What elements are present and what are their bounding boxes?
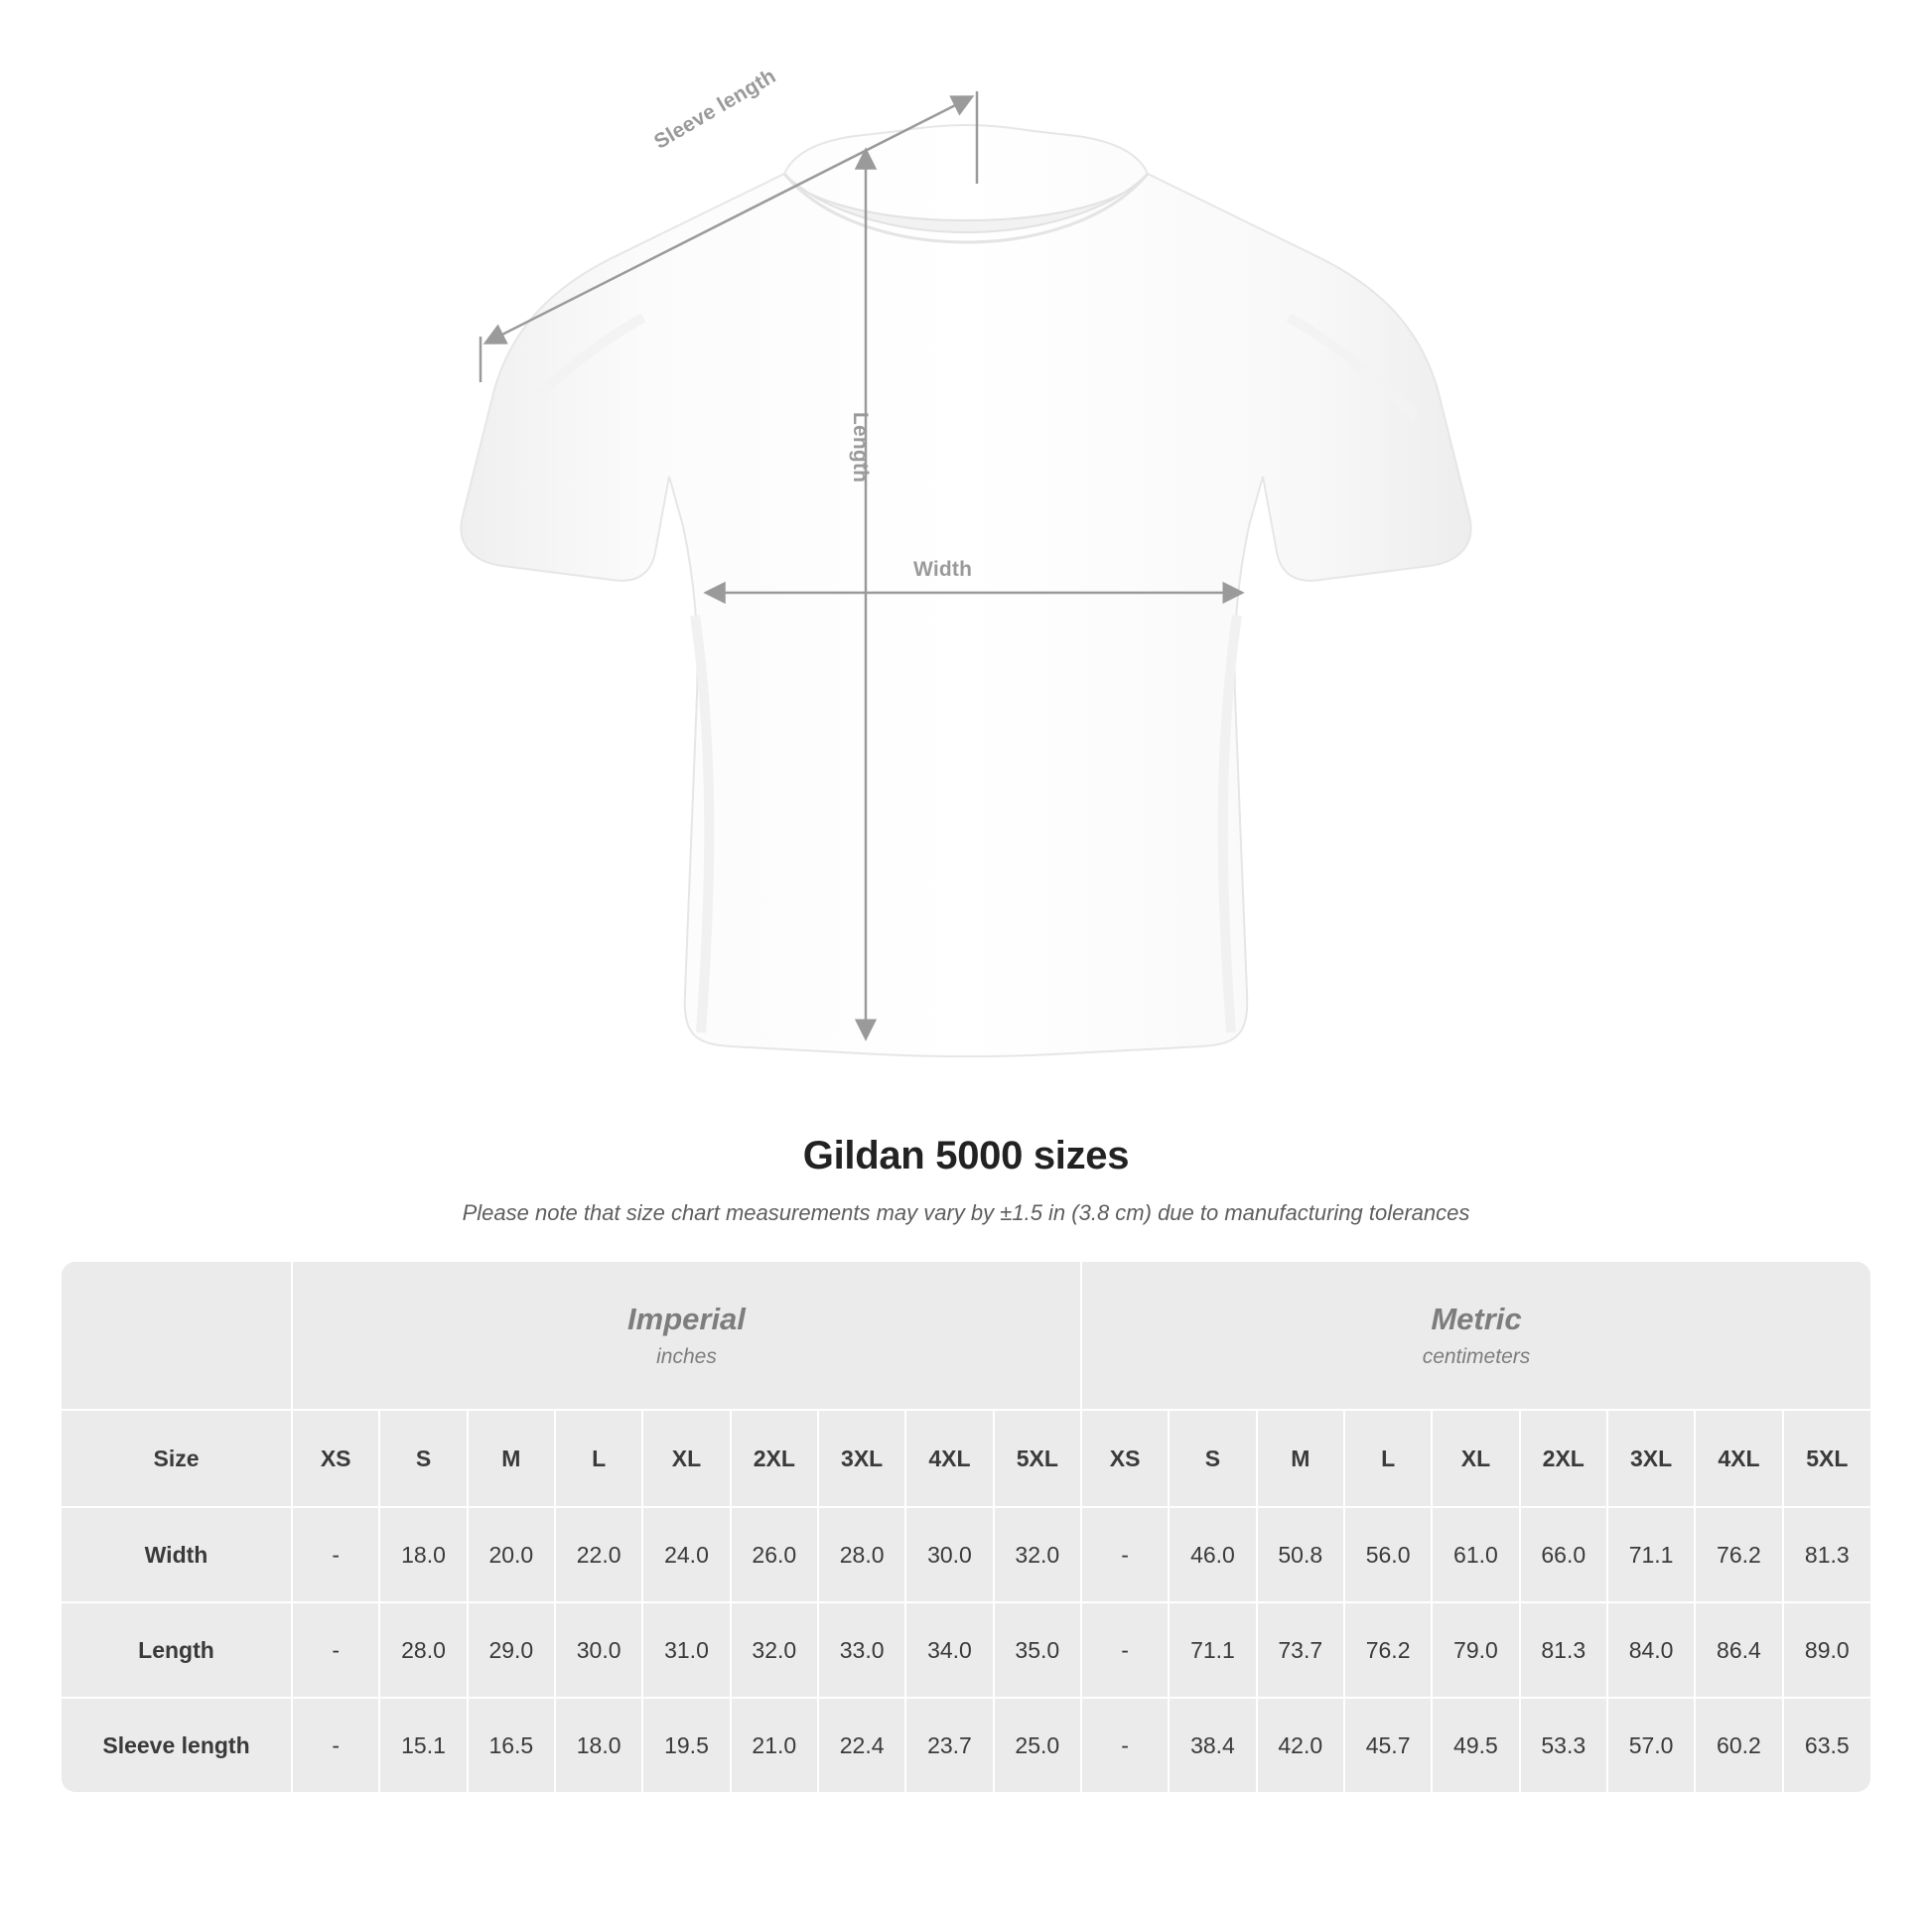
size-header-cell: Size <box>62 1410 292 1507</box>
unit-imperial-name: Imperial <box>627 1302 746 1336</box>
cell-width-6: 28.0 <box>818 1507 905 1602</box>
cell-width-8: 32.0 <box>994 1507 1081 1602</box>
cell-length-6: 33.0 <box>818 1602 905 1698</box>
cell-sleeve-2: 16.5 <box>468 1698 555 1792</box>
cell-length-16: 86.4 <box>1695 1602 1782 1698</box>
size-col-4xl-metric: 4XL <box>1695 1410 1782 1507</box>
cell-sleeve-0: - <box>292 1698 379 1792</box>
cell-width-2: 20.0 <box>468 1507 555 1602</box>
cell-width-9: - <box>1081 1507 1169 1602</box>
size-col-xs-metric: XS <box>1081 1410 1169 1507</box>
cell-length-12: 76.2 <box>1344 1602 1432 1698</box>
cell-length-1: 28.0 <box>379 1602 467 1698</box>
title-block <box>0 1134 1932 1226</box>
cell-sleeve-9: - <box>1081 1698 1169 1792</box>
cell-width-12: 56.0 <box>1344 1507 1432 1602</box>
cell-sleeve-3: 18.0 <box>555 1698 642 1792</box>
cell-length-4: 31.0 <box>642 1602 730 1698</box>
cell-sleeve-11: 42.0 <box>1257 1698 1344 1792</box>
cell-length-15: 84.0 <box>1607 1602 1695 1698</box>
cell-sleeve-7: 23.7 <box>905 1698 993 1792</box>
cell-sleeve-17: 63.5 <box>1783 1698 1870 1792</box>
cell-sleeve-6: 22.4 <box>818 1698 905 1792</box>
cell-sleeve-5: 21.0 <box>731 1698 818 1792</box>
unit-header-row <box>62 1262 1870 1410</box>
row-label-width: Width <box>62 1507 292 1602</box>
cell-length-0: - <box>292 1602 379 1698</box>
cell-width-13: 61.0 <box>1432 1507 1519 1602</box>
cell-sleeve-15: 57.0 <box>1607 1698 1695 1792</box>
size-col-xs-imperial: XS <box>292 1410 379 1507</box>
size-col-xl-metric: XL <box>1432 1410 1519 1507</box>
cell-length-13: 79.0 <box>1432 1602 1519 1698</box>
size-header-row <box>62 1410 1870 1507</box>
cell-width-1: 18.0 <box>379 1507 467 1602</box>
cell-width-10: 46.0 <box>1169 1507 1256 1602</box>
cell-width-15: 71.1 <box>1607 1507 1695 1602</box>
size-col-4xl-imperial: 4XL <box>905 1410 993 1507</box>
size-col-2xl-metric: 2XL <box>1520 1410 1607 1507</box>
cell-width-4: 24.0 <box>642 1507 730 1602</box>
size-col-s-metric: S <box>1169 1410 1256 1507</box>
size-col-5xl-metric: 5XL <box>1783 1410 1870 1507</box>
cell-width-3: 22.0 <box>555 1507 642 1602</box>
table-row <box>62 1602 1870 1698</box>
cell-length-14: 81.3 <box>1520 1602 1607 1698</box>
cell-length-5: 32.0 <box>731 1602 818 1698</box>
unit-header-spacer <box>62 1262 292 1410</box>
page-title: Gildan 5000 sizes <box>802 1134 1130 1177</box>
cell-sleeve-16: 60.2 <box>1695 1698 1782 1792</box>
size-col-2xl-imperial: 2XL <box>731 1410 818 1507</box>
table-row <box>62 1698 1870 1792</box>
size-table-container <box>62 1262 1870 1792</box>
cell-width-11: 50.8 <box>1257 1507 1344 1602</box>
size-col-3xl-imperial: 3XL <box>818 1410 905 1507</box>
cell-sleeve-4: 19.5 <box>642 1698 730 1792</box>
size-col-s-imperial: S <box>379 1410 467 1507</box>
cell-sleeve-12: 45.7 <box>1344 1698 1432 1792</box>
cell-length-3: 30.0 <box>555 1602 642 1698</box>
size-col-m-metric: M <box>1257 1410 1344 1507</box>
size-col-xl-imperial: XL <box>642 1410 730 1507</box>
cell-length-8: 35.0 <box>994 1602 1081 1698</box>
unit-group-imperial <box>292 1262 1081 1410</box>
length-label: Length <box>849 412 872 483</box>
row-label-length: Length <box>62 1602 292 1698</box>
cell-width-17: 81.3 <box>1783 1507 1870 1602</box>
cell-length-2: 29.0 <box>468 1602 555 1698</box>
cell-sleeve-14: 53.3 <box>1520 1698 1607 1792</box>
width-label: Width <box>913 558 973 581</box>
cell-length-9: - <box>1081 1602 1169 1698</box>
cell-sleeve-10: 38.4 <box>1169 1698 1256 1792</box>
unit-imperial-sub: inches <box>656 1345 717 1368</box>
cell-sleeve-1: 15.1 <box>379 1698 467 1792</box>
unit-metric-sub: centimeters <box>1422 1345 1531 1368</box>
size-col-l-imperial: L <box>555 1410 642 1507</box>
size-col-m-imperial: M <box>468 1410 555 1507</box>
row-label-sleeve-length: Sleeve length <box>62 1698 292 1792</box>
cell-width-14: 66.0 <box>1520 1507 1607 1602</box>
cell-sleeve-13: 49.5 <box>1432 1698 1519 1792</box>
cell-length-17: 89.0 <box>1783 1602 1870 1698</box>
cell-length-7: 34.0 <box>905 1602 993 1698</box>
size-col-5xl-imperial: 5XL <box>994 1410 1081 1507</box>
cell-width-7: 30.0 <box>905 1507 993 1602</box>
sleeve-length-label: Sleeve length <box>650 64 780 154</box>
tolerance-note: Please note that size chart measurements may vary by ±1.5 in (3.8 cm) due to manufacturing tolerances <box>462 1200 1470 1225</box>
cell-length-11: 73.7 <box>1257 1602 1344 1698</box>
cell-width-16: 76.2 <box>1695 1507 1782 1602</box>
cell-width-0: - <box>292 1507 379 1602</box>
table-row <box>62 1507 1870 1602</box>
size-col-l-metric: L <box>1344 1410 1432 1507</box>
unit-group-metric <box>1081 1262 1870 1410</box>
cell-length-10: 71.1 <box>1169 1602 1256 1698</box>
cell-sleeve-8: 25.0 <box>994 1698 1081 1792</box>
size-table <box>62 1262 1870 1792</box>
unit-metric-name: Metric <box>1431 1302 1522 1336</box>
cell-width-5: 26.0 <box>731 1507 818 1602</box>
size-col-3xl-metric: 3XL <box>1607 1410 1695 1507</box>
